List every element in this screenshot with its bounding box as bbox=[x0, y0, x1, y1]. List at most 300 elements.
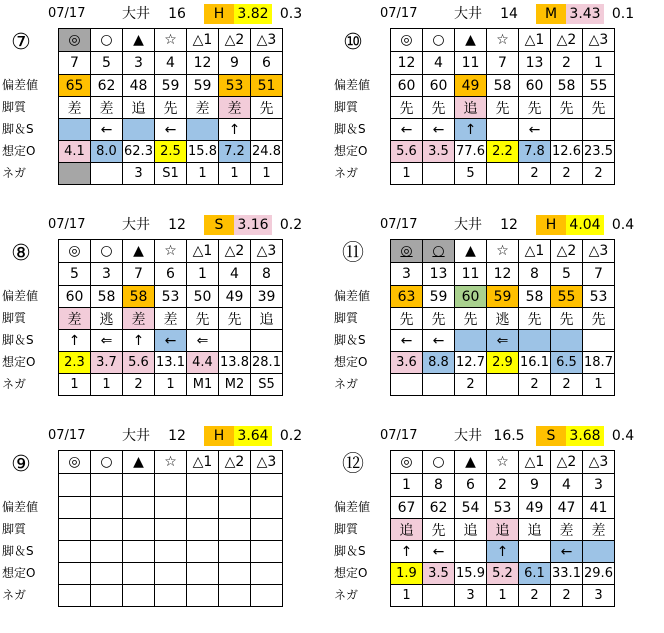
row-label: ネガ bbox=[2, 588, 27, 602]
grid-cell bbox=[59, 541, 91, 563]
grid-row-nega bbox=[59, 374, 283, 396]
race-header bbox=[0, 0, 332, 24]
grid-cell bbox=[551, 119, 583, 141]
mark-cell: △2 bbox=[219, 451, 251, 474]
grid-row-horses bbox=[391, 263, 615, 286]
grid-cell: 59 bbox=[187, 75, 219, 97]
grid-cell: 58 bbox=[91, 286, 123, 308]
grid-cell: 1 bbox=[187, 263, 219, 286]
grid-row-nega bbox=[391, 163, 615, 185]
race-number: ⑫ bbox=[341, 452, 364, 477]
grid-row-pace bbox=[59, 119, 283, 141]
grid-cell: 4 bbox=[155, 52, 187, 75]
grid-cell: S1 bbox=[155, 163, 187, 185]
grid-cell: S5 bbox=[251, 374, 283, 396]
grid-cell: 差 bbox=[219, 97, 251, 119]
grid-cell: 先 bbox=[423, 97, 455, 119]
mark-cell: △2 bbox=[219, 240, 251, 263]
race-distance: 16.5 bbox=[493, 428, 525, 444]
grid-cell: 2 bbox=[519, 374, 551, 396]
race-venue: 大井 bbox=[454, 6, 482, 22]
grid-row-odds-est bbox=[391, 352, 615, 374]
grid-cell: 8.0 bbox=[91, 141, 123, 163]
grid-cell: 3 bbox=[583, 585, 615, 607]
row-label: 想定O bbox=[2, 566, 36, 580]
race-number: ⑩ bbox=[343, 30, 363, 55]
grid-row-style bbox=[59, 519, 283, 541]
grid-cell: 追 bbox=[455, 97, 487, 119]
grid-cell: M2 bbox=[219, 374, 251, 396]
grid-cell: 12.6 bbox=[551, 141, 583, 163]
grid-cell: 4 bbox=[551, 474, 583, 497]
grid-cell: 51 bbox=[251, 75, 283, 97]
grid-cell: 追 bbox=[487, 519, 519, 541]
grid-cell: 2 bbox=[455, 374, 487, 396]
grid-cell bbox=[455, 541, 487, 563]
grid-row-marks bbox=[391, 240, 615, 263]
grid-row-pace bbox=[59, 330, 283, 352]
grid-row-pace bbox=[391, 330, 615, 352]
grid-cell: 3.5 bbox=[423, 141, 455, 163]
race-header bbox=[0, 211, 332, 235]
mark-cell: △2 bbox=[551, 240, 583, 263]
race-venue: 大井 bbox=[122, 6, 150, 22]
race-grade-badge: M bbox=[536, 4, 566, 24]
grid-cell: 7.8 bbox=[519, 141, 551, 163]
grid-cell: 29.6 bbox=[583, 563, 615, 585]
grid-cell bbox=[123, 497, 155, 519]
grid-row-odds-est bbox=[391, 141, 615, 163]
mark-cell: △1 bbox=[187, 29, 219, 52]
row-label: 脚質 bbox=[334, 311, 359, 325]
grid-cell: 48 bbox=[123, 75, 155, 97]
grid-cell: 先 bbox=[155, 97, 187, 119]
grid-cell: 5.2 bbox=[487, 563, 519, 585]
grid-cell bbox=[123, 563, 155, 585]
grid-cell: 15.9 bbox=[455, 563, 487, 585]
grid-cell: 1 bbox=[487, 585, 519, 607]
grid-cell: 3 bbox=[391, 263, 423, 286]
mark-cell: ▲ bbox=[455, 29, 487, 52]
grid-cell: 49 bbox=[219, 286, 251, 308]
grid-cell: 先 bbox=[423, 519, 455, 541]
grid-cell bbox=[251, 330, 283, 352]
row-label: 脚質 bbox=[2, 311, 27, 325]
grid-cell bbox=[59, 474, 91, 497]
grid-row-dev bbox=[59, 75, 283, 97]
row-label: 偏差値 bbox=[334, 500, 371, 514]
grid-cell bbox=[251, 541, 283, 563]
race-venue: 大井 bbox=[122, 217, 150, 233]
grid-cell: 5.6 bbox=[123, 352, 155, 374]
grid-cell: 先 bbox=[583, 308, 615, 330]
grid-cell: 53 bbox=[583, 286, 615, 308]
grid-cell: 先 bbox=[187, 308, 219, 330]
race-venue: 大井 bbox=[454, 217, 482, 233]
mark-cell: △1 bbox=[519, 29, 551, 52]
row-label: ネガ bbox=[334, 588, 359, 602]
grid-cell: 逃 bbox=[487, 308, 519, 330]
grid-cell: 1 bbox=[155, 374, 187, 396]
row-label: 脚＆S bbox=[334, 333, 366, 347]
grid-cell bbox=[187, 563, 219, 585]
grid-cell: 8 bbox=[423, 474, 455, 497]
grid-cell: 8 bbox=[251, 263, 283, 286]
grid-cell bbox=[219, 474, 251, 497]
row-label: 脚＆S bbox=[2, 333, 34, 347]
grid-cell: 65 bbox=[59, 75, 91, 97]
grid-cell: 1 bbox=[251, 163, 283, 185]
grid-cell bbox=[187, 541, 219, 563]
grid-cell: 7 bbox=[59, 52, 91, 75]
grid-cell: 6.5 bbox=[551, 352, 583, 374]
grid-cell: 8.8 bbox=[423, 352, 455, 374]
grid-cell: 差 bbox=[551, 519, 583, 541]
race-panel bbox=[0, 0, 332, 211]
grid-cell: 49 bbox=[455, 75, 487, 97]
grid-cell: 60 bbox=[391, 75, 423, 97]
grid-cell: 2 bbox=[487, 474, 519, 497]
race-odds: 3.16 bbox=[234, 215, 272, 235]
grid-row-horses bbox=[59, 52, 283, 75]
grid-cell bbox=[123, 119, 155, 141]
grid-cell: 59 bbox=[487, 286, 519, 308]
grid-cell bbox=[187, 119, 219, 141]
grid-row-style bbox=[391, 519, 615, 541]
grid-cell: 差 bbox=[187, 97, 219, 119]
grid-cell: 7.2 bbox=[219, 141, 251, 163]
grid-cell: ← bbox=[391, 119, 423, 141]
grid-cell: 差 bbox=[59, 97, 91, 119]
grid-cell bbox=[155, 541, 187, 563]
grid-cell bbox=[187, 474, 219, 497]
grid-cell: 4 bbox=[423, 52, 455, 75]
grid-cell: 2 bbox=[519, 163, 551, 185]
grid-cell bbox=[519, 330, 551, 352]
grid-cell: 53 bbox=[487, 497, 519, 519]
race-header bbox=[332, 211, 664, 235]
mark-cell: △3 bbox=[583, 29, 615, 52]
grid-cell bbox=[123, 474, 155, 497]
mark-cell: ▲ bbox=[455, 451, 487, 474]
grid-cell: 77.6 bbox=[455, 141, 487, 163]
grid-cell: 5 bbox=[455, 163, 487, 185]
grid-cell bbox=[583, 541, 615, 563]
grid-cell: 33.1 bbox=[551, 563, 583, 585]
row-label: ネガ bbox=[334, 166, 359, 180]
mark-cell: ☆ bbox=[487, 240, 519, 263]
row-label: 想定O bbox=[2, 355, 36, 369]
grid-cell bbox=[91, 585, 123, 607]
mark-cell: ☆ bbox=[155, 451, 187, 474]
grid-cell: ← bbox=[519, 119, 551, 141]
grid-row-dev bbox=[59, 286, 283, 308]
grid-cell: 5 bbox=[59, 263, 91, 286]
grid-row-marks bbox=[391, 29, 615, 52]
mark-cell: ▲ bbox=[123, 240, 155, 263]
mark-cell: ◎ bbox=[391, 29, 423, 52]
race-venue: 大井 bbox=[454, 428, 482, 444]
grid-cell: 2.9 bbox=[487, 352, 519, 374]
grid-row-nega bbox=[59, 163, 283, 185]
grid-cell: 2 bbox=[551, 374, 583, 396]
grid-cell bbox=[551, 330, 583, 352]
grid-cell: 1 bbox=[391, 474, 423, 497]
grid-cell: 5 bbox=[91, 52, 123, 75]
grid-cell: 2 bbox=[551, 163, 583, 185]
race-odds: 3.64 bbox=[234, 426, 272, 446]
grid-cell: 先 bbox=[391, 97, 423, 119]
row-label: 偏差値 bbox=[2, 500, 39, 514]
grid-cell: 13.1 bbox=[155, 352, 187, 374]
grid-cell: 60 bbox=[423, 75, 455, 97]
grid-cell: ← bbox=[423, 119, 455, 141]
mark-cell: ☆ bbox=[155, 240, 187, 263]
mark-cell: ◎ bbox=[59, 29, 91, 52]
grid-cell: 18.7 bbox=[583, 352, 615, 374]
race-date: 07/17 bbox=[380, 428, 418, 443]
grid-cell bbox=[391, 374, 423, 396]
race-odds: 3.68 bbox=[566, 426, 604, 446]
row-label: ネガ bbox=[334, 377, 359, 391]
row-label: 偏差値 bbox=[334, 289, 371, 303]
race-number: ⑧ bbox=[11, 241, 31, 266]
grid-cell: 1 bbox=[391, 163, 423, 185]
row-label: 脚質 bbox=[2, 522, 27, 536]
mark-cell: ▲ bbox=[455, 240, 487, 263]
grid-cell: 差 bbox=[583, 519, 615, 541]
grid-cell: 1 bbox=[583, 52, 615, 75]
grid-cell: 差 bbox=[59, 308, 91, 330]
grid-cell: 先 bbox=[519, 97, 551, 119]
grid-cell: 60 bbox=[519, 75, 551, 97]
grid-row-odds-est bbox=[59, 352, 283, 374]
row-label: 偏差値 bbox=[334, 78, 371, 92]
row-label: ネガ bbox=[2, 377, 27, 391]
race-date: 07/17 bbox=[380, 6, 418, 21]
grid-cell bbox=[583, 330, 615, 352]
grid-cell: 23.5 bbox=[583, 141, 615, 163]
grid-cell: 1.9 bbox=[391, 563, 423, 585]
race-distance: 12 bbox=[168, 428, 186, 444]
grid-cell bbox=[123, 519, 155, 541]
grid-cell: 5 bbox=[551, 263, 583, 286]
grid-cell: 7 bbox=[583, 263, 615, 286]
row-label: 偏差値 bbox=[2, 78, 39, 92]
grid-cell: 53 bbox=[155, 286, 187, 308]
race-grid bbox=[390, 450, 615, 607]
grid-cell bbox=[423, 374, 455, 396]
mark-cell: △2 bbox=[551, 29, 583, 52]
grid-cell: 2.3 bbox=[59, 352, 91, 374]
grid-cell: 逃 bbox=[91, 308, 123, 330]
grid-cell: 58 bbox=[487, 75, 519, 97]
grid-cell bbox=[219, 330, 251, 352]
grid-cell: 49 bbox=[519, 497, 551, 519]
grid-row-marks bbox=[59, 240, 283, 263]
grid-cell bbox=[91, 497, 123, 519]
grid-cell: 47 bbox=[551, 497, 583, 519]
grid-cell: 1 bbox=[391, 585, 423, 607]
race-panel bbox=[332, 0, 664, 211]
grid-cell: 9 bbox=[519, 474, 551, 497]
race-grade-badge: H bbox=[204, 4, 234, 24]
grid-row-horses bbox=[391, 474, 615, 497]
grid-cell bbox=[219, 519, 251, 541]
grid-cell: 58 bbox=[123, 286, 155, 308]
grid-cell: 12.7 bbox=[455, 352, 487, 374]
grid-cell: 先 bbox=[219, 308, 251, 330]
race-value: 0.4 bbox=[611, 217, 635, 233]
grid-cell: ⇐ bbox=[487, 330, 519, 352]
race-value: 0.3 bbox=[279, 6, 303, 22]
grid-cell bbox=[59, 163, 91, 185]
grid-cell: 11 bbox=[455, 263, 487, 286]
race-distance: 12 bbox=[168, 217, 186, 233]
race-grade-badge: H bbox=[204, 426, 234, 446]
row-label: 脚＆S bbox=[334, 122, 366, 136]
race-number: ⑦ bbox=[11, 30, 31, 55]
mark-cell: △2 bbox=[551, 451, 583, 474]
grid-cell: 追 bbox=[519, 519, 551, 541]
grid-cell: 4.1 bbox=[59, 141, 91, 163]
grid-cell: ↑ bbox=[391, 541, 423, 563]
mark-cell: ☆ bbox=[155, 29, 187, 52]
grid-cell: 12 bbox=[487, 263, 519, 286]
grid-cell bbox=[187, 497, 219, 519]
grid-cell: 62 bbox=[91, 75, 123, 97]
grid-cell bbox=[59, 519, 91, 541]
grid-cell: ← bbox=[91, 119, 123, 141]
race-value: 0.2 bbox=[279, 428, 303, 444]
race-grade-badge: S bbox=[204, 215, 234, 235]
grid-cell bbox=[251, 519, 283, 541]
grid-cell: 先 bbox=[519, 308, 551, 330]
race-header bbox=[0, 422, 332, 446]
grid-cell: 13 bbox=[519, 52, 551, 75]
grid-cell bbox=[91, 563, 123, 585]
race-panel bbox=[332, 422, 664, 633]
grid-cell bbox=[251, 563, 283, 585]
grid-cell: 差 bbox=[123, 308, 155, 330]
grid-cell: 2.5 bbox=[155, 141, 187, 163]
grid-cell: ← bbox=[551, 541, 583, 563]
grid-cell: 先 bbox=[487, 97, 519, 119]
race-number: ⑪ bbox=[341, 241, 364, 266]
grid-cell: 3 bbox=[123, 163, 155, 185]
grid-cell bbox=[251, 497, 283, 519]
grid-row-pace bbox=[391, 541, 615, 563]
mark-cell: ○ bbox=[91, 29, 123, 52]
grid-cell: 13.8 bbox=[219, 352, 251, 374]
grid-cell: 2 bbox=[551, 585, 583, 607]
grid-cell: 16.1 bbox=[519, 352, 551, 374]
mark-cell: △2 bbox=[219, 29, 251, 52]
grid-cell: 6 bbox=[155, 263, 187, 286]
row-label: 脚質 bbox=[334, 100, 359, 114]
mark-cell: ○ bbox=[91, 240, 123, 263]
race-distance: 12 bbox=[500, 217, 518, 233]
grid-cell: 3.6 bbox=[391, 352, 423, 374]
grid-cell bbox=[251, 585, 283, 607]
race-grade-badge: H bbox=[536, 215, 566, 235]
grid-cell bbox=[155, 563, 187, 585]
grid-cell: ↑ bbox=[123, 330, 155, 352]
mark-cell: ☆ bbox=[487, 451, 519, 474]
grid-cell: 先 bbox=[583, 97, 615, 119]
grid-cell: 2 bbox=[519, 585, 551, 607]
grid-row-odds-est bbox=[59, 563, 283, 585]
mark-cell: ◎ bbox=[59, 451, 91, 474]
grid-cell: 2 bbox=[583, 163, 615, 185]
grid-cell: 差 bbox=[91, 97, 123, 119]
grid-row-odds-est bbox=[59, 141, 283, 163]
mark-cell: ○ bbox=[423, 451, 455, 474]
grid-cell: 5.6 bbox=[391, 141, 423, 163]
grid-cell: M1 bbox=[187, 374, 219, 396]
race-date: 07/17 bbox=[380, 217, 418, 232]
grid-cell bbox=[219, 497, 251, 519]
grid-cell bbox=[423, 163, 455, 185]
grid-cell: 63 bbox=[391, 286, 423, 308]
grid-row-style bbox=[59, 308, 283, 330]
grid-cell: 先 bbox=[391, 308, 423, 330]
race-value: 0.2 bbox=[279, 217, 303, 233]
grid-cell: 1 bbox=[219, 163, 251, 185]
grid-row-style bbox=[391, 97, 615, 119]
grid-cell: ← bbox=[155, 330, 187, 352]
grid-cell: 9 bbox=[219, 52, 251, 75]
row-label: 想定O bbox=[334, 144, 368, 158]
grid-cell: 15.8 bbox=[187, 141, 219, 163]
grid-cell: 24.8 bbox=[251, 141, 283, 163]
grid-cell: 55 bbox=[583, 75, 615, 97]
grid-cell: 12 bbox=[187, 52, 219, 75]
grid-cell: ← bbox=[423, 330, 455, 352]
grid-row-marks bbox=[59, 29, 283, 52]
grid-row-pace bbox=[59, 541, 283, 563]
mark-cell: ▲ bbox=[123, 451, 155, 474]
grid-cell: 58 bbox=[519, 286, 551, 308]
grid-cell bbox=[91, 541, 123, 563]
grid-row-odds-est bbox=[391, 563, 615, 585]
grid-cell bbox=[123, 585, 155, 607]
race-grid bbox=[58, 28, 283, 185]
grid-cell: 先 bbox=[251, 97, 283, 119]
grid-cell: 追 bbox=[123, 97, 155, 119]
grid-cell: 4 bbox=[219, 263, 251, 286]
race-grid bbox=[390, 239, 615, 396]
grid-cell bbox=[59, 585, 91, 607]
grid-cell bbox=[59, 563, 91, 585]
race-number: ⑨ bbox=[11, 452, 31, 477]
mark-cell: △3 bbox=[583, 240, 615, 263]
grid-cell: 差 bbox=[155, 308, 187, 330]
mark-cell: △1 bbox=[187, 240, 219, 263]
grid-cell bbox=[91, 474, 123, 497]
race-panel bbox=[0, 211, 332, 422]
grid-cell bbox=[187, 585, 219, 607]
grid-cell: 追 bbox=[455, 519, 487, 541]
grid-cell: 62 bbox=[423, 497, 455, 519]
race-value: 0.1 bbox=[611, 6, 635, 22]
grid-cell: 12 bbox=[391, 52, 423, 75]
grid-row-marks bbox=[391, 451, 615, 474]
grid-cell: 先 bbox=[551, 97, 583, 119]
grid-cell: 3 bbox=[91, 263, 123, 286]
grid-cell bbox=[123, 541, 155, 563]
grid-cell: 2 bbox=[551, 52, 583, 75]
